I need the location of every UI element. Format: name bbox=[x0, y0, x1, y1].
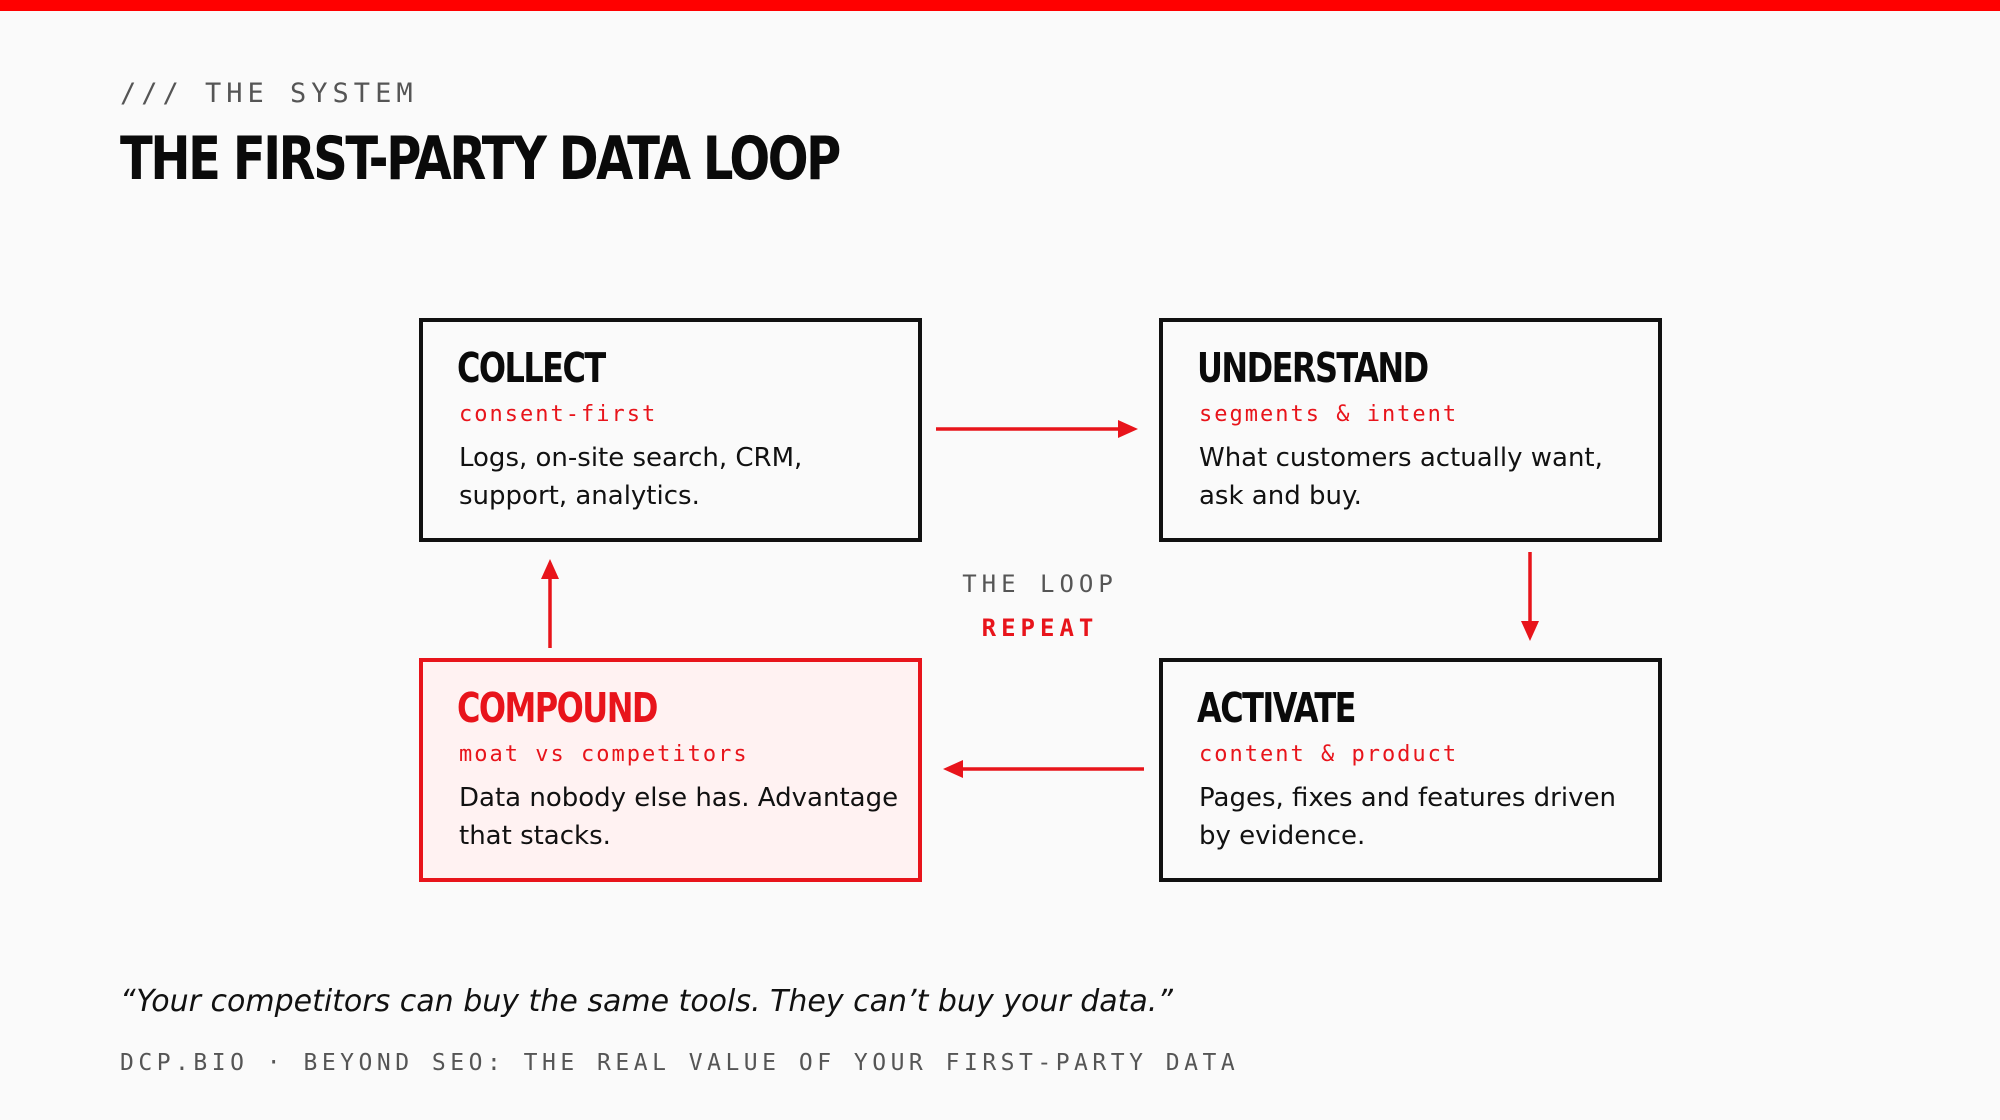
step-title: UNDERSTAND bbox=[1197, 344, 1428, 392]
step-compound bbox=[419, 658, 922, 882]
arrow-collect-to-understand bbox=[936, 420, 1138, 438]
closing-quote: “Your competitors can buy the same tools. They can’t buy your data.” bbox=[120, 984, 1173, 1019]
arrow-activate-to-compound bbox=[943, 760, 1144, 778]
loop-center-label: THE LOOP bbox=[962, 570, 1118, 598]
step-tag: content & product bbox=[1199, 742, 1459, 767]
step-description: Logs, on-site search, CRM, support, analytics. bbox=[459, 443, 803, 511]
step-title: ACTIVATE bbox=[1197, 684, 1355, 732]
section-eyebrow: /// THE SYSTEM bbox=[120, 78, 418, 109]
step-title: COLLECT bbox=[457, 344, 605, 392]
step-tag: moat vs competitors bbox=[459, 742, 749, 767]
footer-source: DCP.BIO · BEYOND SEO: THE REAL VALUE OF YOUR FIRST-PARTY DATA bbox=[120, 1050, 1240, 1076]
step-collect bbox=[419, 318, 922, 542]
step-description: Data nobody else has. Advantage that stacks. bbox=[459, 783, 899, 851]
step-tag: consent-first bbox=[459, 402, 658, 427]
step-understand bbox=[1159, 318, 1662, 542]
top-accent-bar bbox=[0, 0, 2000, 11]
arrow-understand-to-activate bbox=[1521, 552, 1539, 641]
step-activate bbox=[1159, 658, 1662, 882]
step-description: Pages, fixes and features driven by evidence. bbox=[1199, 783, 1616, 851]
step-title: COMPOUND bbox=[457, 684, 657, 732]
arrow-compound-to-collect bbox=[541, 559, 559, 648]
step-tag: segments & intent bbox=[1199, 402, 1459, 427]
step-description: What customers actually want, ask and buy. bbox=[1199, 443, 1603, 511]
page-title: THE FIRST-PARTY DATA LOOP bbox=[120, 124, 839, 194]
loop-center-action: REPEAT bbox=[981, 614, 1099, 642]
